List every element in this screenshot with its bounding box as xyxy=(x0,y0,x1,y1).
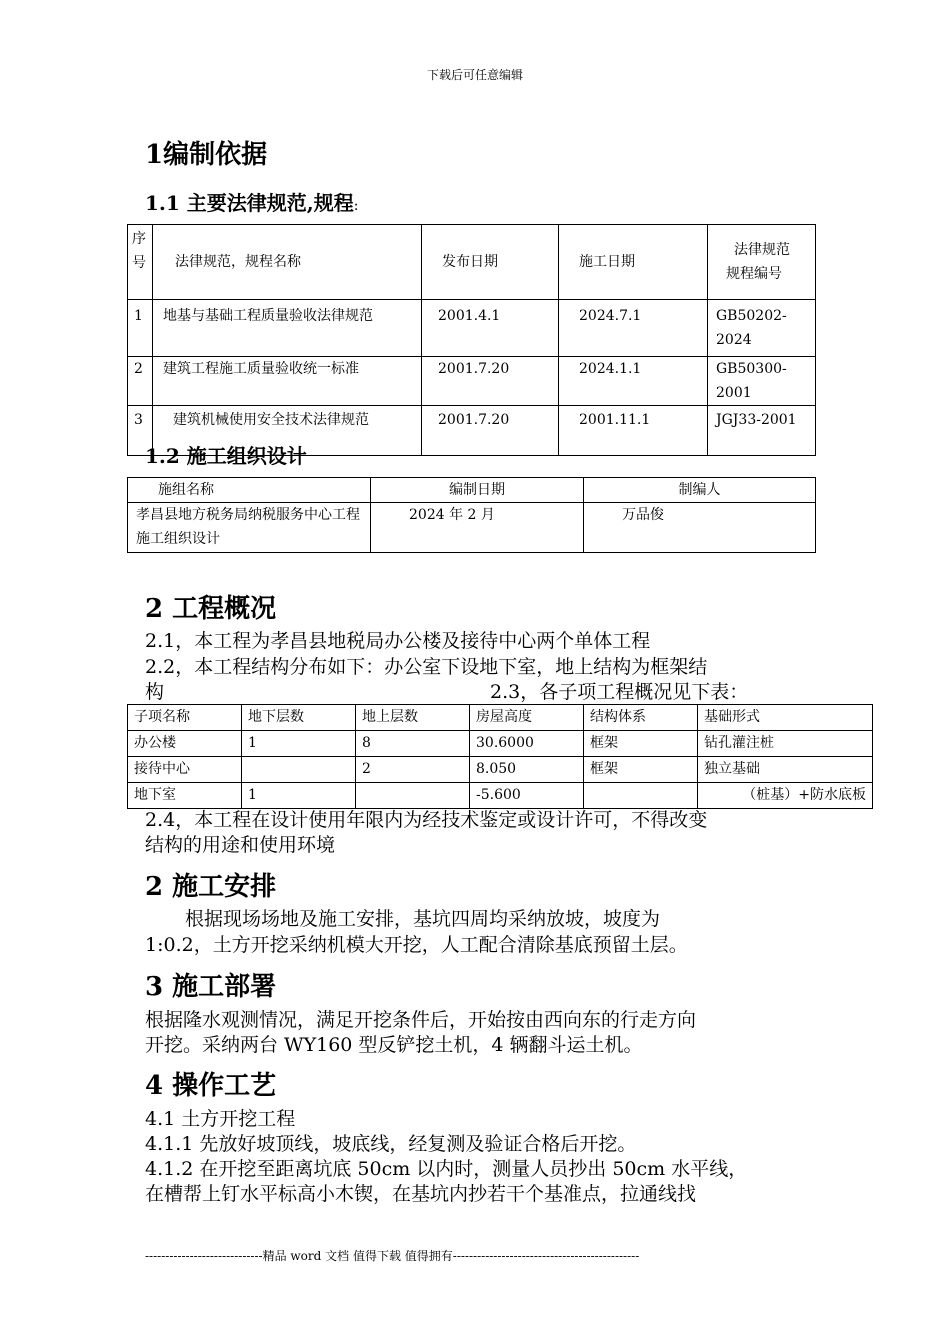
laws-table xyxy=(127,224,816,456)
org-header-date: 编制日期 xyxy=(371,478,584,503)
cell: 1 xyxy=(242,783,356,809)
para-5-4: 在槽帮上钉水平标高小木锲，在基坑内抄若干个基准点，拉通线找 xyxy=(145,1183,697,1205)
sub-header-height: 房屋高度 xyxy=(470,705,584,731)
sub-header-name: 子项名称 xyxy=(128,705,242,731)
section-1-title: 1编制依据 xyxy=(145,140,268,170)
para-4-1: 根据隆水观测情况，满足开挖条件后，开始按由西向东的行走方向 xyxy=(145,1009,697,1031)
para-2-2b: 构 xyxy=(145,681,165,703)
laws-header-name: 法律规范，规程名称 xyxy=(153,225,422,300)
cell: （桩基）+防水底板 xyxy=(698,783,873,809)
table-row xyxy=(128,783,873,809)
para-3-1: 根据现场场地及施工安排，基坑四周均采纳放坡，坡度为 xyxy=(185,908,661,930)
cell: 地基与基础工程质量验收法律规范 xyxy=(153,300,422,357)
cell: 2 xyxy=(356,757,470,783)
section-3-title: 2 施工安排 xyxy=(145,872,277,902)
cell: 1 xyxy=(242,731,356,757)
cell: 孝昌县地方税务局纳税服务中心工程施工组织设计 xyxy=(128,503,371,553)
section-4-title: 3 施工部署 xyxy=(145,972,277,1002)
cell: 地下室 xyxy=(128,783,242,809)
cell: 独立基础 xyxy=(698,757,873,783)
org-header-name: 施组名称 xyxy=(128,478,371,503)
section-2-title: 2 工程概况 xyxy=(145,594,277,624)
cell: 建筑机械使用安全技术法律规范 xyxy=(153,406,422,456)
sub-header-aboveground: 地上层数 xyxy=(356,705,470,731)
table-row xyxy=(128,503,816,553)
para-5-2: 4.1.1 先放好坡顶线，坡底线，经复测及验证合格后开挖。 xyxy=(145,1133,637,1155)
para-3-2: 1:0.2，土方开挖采纳机模大开挖，人工配合清除基底预留土层。 xyxy=(145,934,688,956)
cell xyxy=(356,783,470,809)
sub-header-foundation: 基础形式 xyxy=(698,705,873,731)
para-2-3: 2.3，各子项工程概况见下表： xyxy=(490,681,749,703)
table-row xyxy=(128,731,873,757)
cell: 2 xyxy=(128,357,153,406)
sub-header-structure: 结构体系 xyxy=(584,705,698,731)
cell: 1 xyxy=(128,300,153,357)
table-row xyxy=(128,357,816,406)
table-row xyxy=(128,757,873,783)
cell xyxy=(584,783,698,809)
cell: 建筑工程施工质量验收统一标准 xyxy=(153,357,422,406)
para-2-1: 2.1，本工程为孝昌县地税局办公楼及接待中心两个单体工程 xyxy=(145,630,651,652)
cell: GB50300-2001 xyxy=(708,357,816,406)
cell: 2024.1.1 xyxy=(559,357,708,406)
cell: 2001.4.1 xyxy=(422,300,559,357)
para-2-4a: 2.4，本工程在设计使用年限内为经技术鉴定或设计许可，不得改变 xyxy=(145,809,708,831)
cell: 30.6000 xyxy=(470,731,584,757)
cell: 2001.7.20 xyxy=(422,357,559,406)
cell: 3 xyxy=(128,406,153,456)
cell: 办公楼 xyxy=(128,731,242,757)
cell: 8 xyxy=(356,731,470,757)
laws-header-code xyxy=(708,225,816,300)
para-2-2a: 2.2，本工程结构分布如下：办公室下设地下室，地上结构为框架结 xyxy=(145,656,708,678)
laws-header-code-line1: 法律规范 xyxy=(734,242,790,258)
page-header: 下载后可任意编辑 xyxy=(426,68,523,82)
para-2-4b: 结构的用途和使用环境 xyxy=(145,834,336,856)
page-footer: -----------------------------精品 word 文档 值得下载 值得拥有---------------------------------------------- xyxy=(145,1249,640,1263)
cell: -5.600 xyxy=(470,783,584,809)
cell: 2024.7.1 xyxy=(559,300,708,357)
section-1-1-title xyxy=(145,187,358,216)
subitem-table xyxy=(127,704,873,809)
sub-header-underground: 地下层数 xyxy=(242,705,356,731)
para-5-1: 4.1 土方开挖工程 xyxy=(145,1108,296,1130)
cell: 2001.7.20 xyxy=(422,406,559,456)
section-1-1-text: 1.1 主要法律规范,规程 xyxy=(145,191,354,215)
cell: GB50202-2024 xyxy=(708,300,816,357)
cell xyxy=(242,757,356,783)
laws-header-no: 序号 xyxy=(128,225,153,300)
cell: 2001.11.1 xyxy=(559,406,708,456)
cell: 接待中心 xyxy=(128,757,242,783)
org-table xyxy=(127,477,816,553)
cell: JGJ33-2001 xyxy=(708,406,816,456)
table-row xyxy=(128,300,816,357)
cell: 框架 xyxy=(584,731,698,757)
section-1-2-title: 1.2 施工组织设计 xyxy=(145,444,307,468)
laws-header-code-line2: 规程编号 xyxy=(726,266,782,282)
cell: 2024 年 2 月 xyxy=(371,503,584,553)
laws-header-pub: 发布日期 xyxy=(422,225,559,300)
cell: 钻孔灌注桩 xyxy=(698,731,873,757)
laws-header-impl: 施工日期 xyxy=(559,225,708,300)
para-4-2: 开挖。采纳两台 WY160 型反铲挖土机，4 辆翻斗运土机。 xyxy=(145,1034,643,1056)
cell: 框架 xyxy=(584,757,698,783)
section-1-1-colon: : xyxy=(353,198,359,214)
cell: 万品俊 xyxy=(584,503,816,553)
org-header-author: 制编人 xyxy=(584,478,816,503)
section-5-title: 4 操作工艺 xyxy=(145,1071,277,1101)
cell: 8.050 xyxy=(470,757,584,783)
para-5-3: 4.1.2 在开挖至距离坑底 50cm 以内时，测量人员抄出 50cm 水平线， xyxy=(145,1158,748,1180)
